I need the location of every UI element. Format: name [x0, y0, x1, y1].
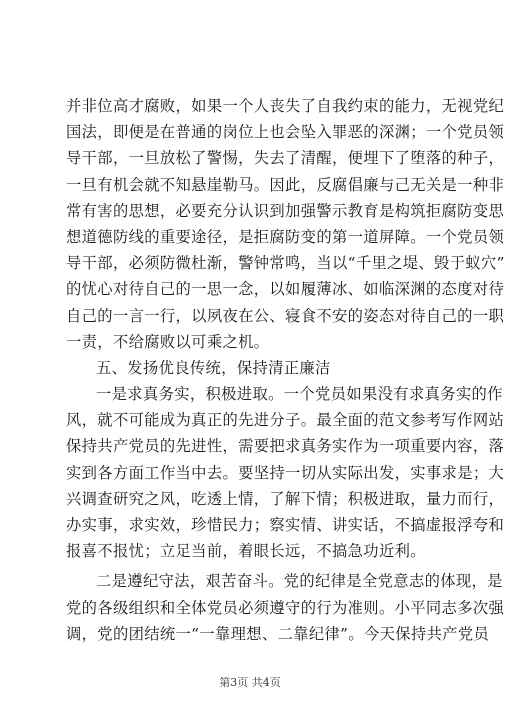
text-line: 自己的一言一行，以夙夜在公、寝食不安的姿态对待自己的一职	[66, 306, 505, 325]
text-line: 实到各方面工作当中去。要坚持一切从实际出发，实事求是；大	[66, 463, 505, 482]
text-line: 兴调查研究之风，吃透上情，了解下情；积极进取，量力而行，	[66, 489, 505, 508]
page-footer: 第3页 共4页	[219, 676, 281, 689]
section-heading: 五、发扬优良传统，保持清正廉洁	[96, 358, 331, 377]
body-text	[66, 93, 505, 647]
text-line: 并非位高才腐败，如果一个人丧失了自我约束的能力，无视党纪	[66, 97, 505, 115]
text-line: 想道德防线的重要途径，是拒腐防变的第一道屏障。一个党员领	[66, 227, 505, 246]
paragraph-first-line: 二是遵纪守法，艰苦奋斗。党的纪律是全党意志的体现，是	[96, 572, 503, 591]
text-line: 导干部，一旦放松了警惕，失去了清醒，便埋下了堕落的种子，	[66, 149, 505, 168]
text-line: 一旦有机会就不知悬崖勒马。因此，反腐倡廉与己无关是一种非	[66, 175, 505, 194]
text-line: 报喜不报忧；立足当前，着眼长远，不搞急功近利。	[66, 542, 426, 561]
text-line: 保持共产党员的先进性，需要把求真务实作为一项重要内容，落	[66, 437, 505, 456]
text-line: 导干部，必须防微杜渐，警钟常鸣，当以“千里之堤、毁于蚁穴”	[66, 254, 505, 273]
text-line: 的忧心对待自己的一思一念，以如履薄冰、如临深渊的态度对待	[66, 280, 505, 299]
paragraph-first-line: 一是求真务实，积极进取。一个党员如果没有求真务实的作	[96, 385, 503, 404]
text-line: 常有害的思想，必要充分认识到加强警示教育是构筑拒腐防变思	[66, 201, 505, 220]
text-line: 风，就不可能成为真正的先进分子。最全面的范文参考写作网站	[66, 411, 505, 430]
text-line: 调，党的团结统一“一靠理想、二靠纪律”。今天保持共产党员	[66, 624, 490, 643]
text-line: 办实事，求实效，珍惜民力；察实情、讲实话，不搞虚报浮夸和	[66, 516, 505, 534]
text-line: 党的各级组织和全体党员必须遵守的行为准则。小平同志多次强	[66, 598, 505, 617]
text-line: 一责，不给腐败以可乘之机。	[66, 332, 270, 351]
text-line: 国法，即便是在普通的岗位上也会坠入罪恶的深渊；一个党员领	[66, 123, 505, 142]
